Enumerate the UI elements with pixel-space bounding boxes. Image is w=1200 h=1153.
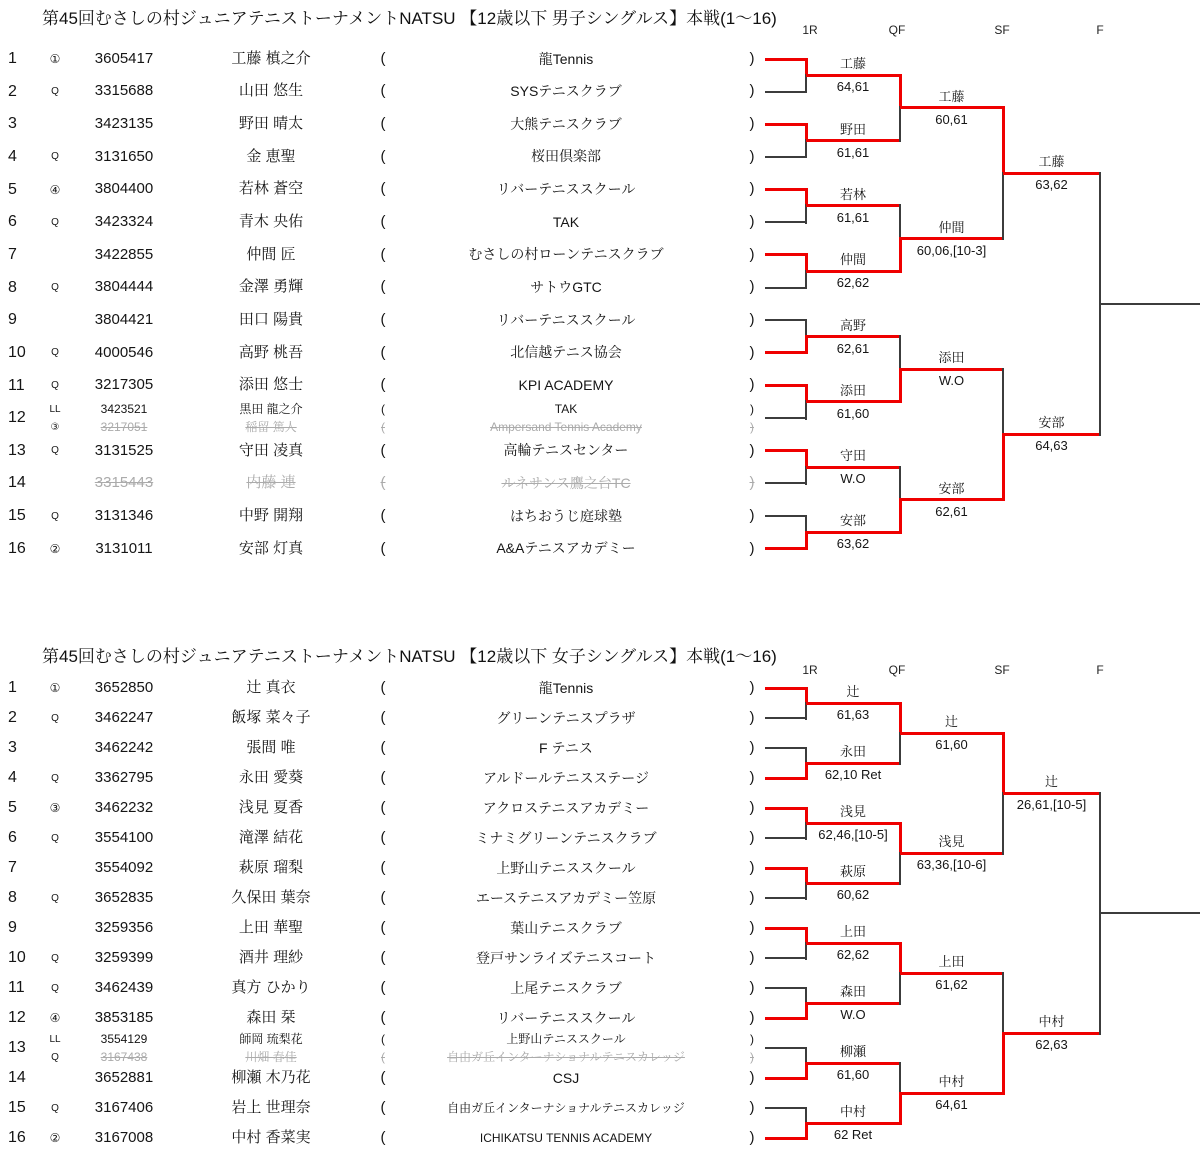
entry-name: 金澤 勇輝	[238, 278, 304, 295]
paren-close: )	[749, 540, 755, 557]
entry-id: 3554129	[100, 1032, 148, 1046]
round-header-1r: 1R	[802, 23, 818, 37]
entry-id: 3423324	[94, 213, 154, 230]
round-header-sf: SF	[994, 23, 1010, 37]
entry-club: むさしの村ローンテニスクラブ	[468, 246, 664, 262]
entry-seed: ②	[49, 542, 61, 556]
paren-close: )	[749, 115, 755, 132]
entry-club: 龍Tennis	[538, 51, 594, 67]
match-score: 64,63	[1035, 438, 1068, 454]
entry-name: 田口 陽貴	[238, 311, 304, 328]
entry-number: 12	[8, 409, 26, 426]
paren-open: (	[380, 799, 386, 816]
tournament-title: 第45回むさしの村ジュニアテニストーナメントNATSU 【12歳以下 男子シングルス】本戦(1～16)	[42, 9, 777, 28]
entry-club: KPI ACADEMY	[518, 377, 614, 393]
entry-name: 添田 悠士	[238, 376, 304, 393]
entry-club: TAK	[554, 402, 578, 416]
match-score: 61,61	[836, 144, 870, 160]
match-winner: 仲間	[938, 219, 965, 235]
paren-open: (	[380, 859, 386, 876]
paren-open: (	[380, 376, 386, 393]
entry-number: 14	[8, 474, 26, 491]
paren-close: )	[749, 679, 755, 696]
paren-close: )	[749, 213, 755, 230]
entry-club: アクロステニスアカデミー	[482, 800, 650, 816]
match-winner: 野田	[839, 121, 866, 137]
paren-close: )	[749, 82, 755, 99]
match-score: W.O	[840, 1007, 866, 1022]
entry-seed: Q	[51, 511, 59, 522]
entry-id: 3554092	[94, 859, 154, 876]
entry-name: 仲間 匠	[246, 246, 296, 263]
paren-open: (	[380, 889, 386, 906]
paren-open: (	[380, 246, 386, 263]
match-score: 63,62	[1035, 177, 1068, 193]
paren-open: (	[380, 213, 386, 230]
entry-name: 工藤 槙之介	[231, 50, 311, 67]
entry-club: 上尾テニスクラブ	[510, 980, 622, 996]
entry-id: 3804400	[94, 180, 154, 197]
entry-id: 3131011	[95, 540, 153, 557]
entry-club: F テニス	[539, 740, 593, 756]
entry-name: 山田 悠生	[238, 82, 304, 99]
entry-number: 5	[8, 181, 17, 198]
paren-close: )	[749, 311, 755, 328]
entry-number: 8	[8, 889, 17, 906]
entry-number: 11	[8, 377, 25, 394]
match-score: 61,63	[836, 707, 870, 722]
paren-open: (	[380, 769, 386, 786]
entry-number: 10	[8, 344, 26, 361]
entry-number: 13	[8, 442, 26, 459]
entry-id: 3315443	[94, 474, 154, 491]
entry-name: 黒田 龍之介	[239, 402, 303, 416]
entry-id: 3259399	[94, 949, 154, 966]
entry-club: リバーテニススクール	[496, 181, 636, 197]
entry-name: 師岡 琉梨花	[239, 1032, 303, 1046]
paren-close: )	[749, 442, 755, 459]
entry-seed: Q	[51, 1052, 59, 1063]
match-score: 62 Ret	[833, 1127, 873, 1142]
paren-close: )	[749, 949, 755, 966]
paren-open: (	[380, 180, 386, 197]
match-score: 64,61	[935, 1097, 968, 1112]
entry-seed: ①	[49, 681, 61, 695]
paren-open: (	[381, 420, 385, 434]
entry-id: 3131525	[94, 442, 154, 459]
entry-club: 上野山テニススクール	[496, 860, 636, 876]
entry-seed: Q	[51, 983, 59, 994]
paren-close: )	[749, 769, 755, 786]
paren-close: )	[750, 402, 754, 416]
entry-number: 2	[8, 709, 17, 726]
entry-club: SYSテニスクラブ	[510, 83, 622, 99]
paren-open: (	[380, 278, 386, 295]
match-score: 61,61	[836, 209, 870, 225]
match-winner: 浅見	[938, 834, 965, 849]
paren-open: (	[381, 1050, 385, 1064]
match-winner: 浅見	[839, 804, 866, 819]
entry-seed: Q	[51, 86, 59, 97]
entry-seed: Q	[51, 893, 59, 904]
paren-open: (	[380, 709, 386, 726]
tournament-title: 第45回むさしの村ジュニアテニストーナメントNATSU 【12歳以下 女子シングルス】本戦(1～16)	[42, 647, 777, 666]
paren-close: )	[749, 859, 755, 876]
match-winner: 高野	[839, 317, 866, 333]
paren-close: )	[750, 1050, 754, 1064]
match-winner: 安部	[1038, 415, 1065, 431]
match-winner: 守田	[839, 448, 866, 464]
paren-close: )	[749, 474, 755, 491]
paren-open: (	[380, 50, 386, 67]
entry-number: 9	[8, 311, 17, 328]
match-score: 62,61	[935, 503, 968, 519]
entry-name: 辻 真衣	[246, 679, 296, 696]
entry-id: 3167406	[94, 1099, 154, 1116]
entry-id: 3804421	[94, 311, 154, 328]
paren-open: (	[380, 311, 386, 328]
entry-name: 中野 開翔	[238, 507, 304, 524]
paren-close: )	[749, 1009, 755, 1026]
match-score: 60,61	[935, 111, 968, 127]
match-winner: 仲間	[839, 252, 866, 268]
entry-club: アルドールテニスステージ	[482, 770, 650, 786]
paren-open: (	[380, 949, 386, 966]
entry-id: 3315688	[94, 82, 154, 99]
entry-number: 16	[8, 1129, 26, 1146]
entry-seed: LL	[49, 404, 61, 415]
match-winner: 添田	[839, 382, 866, 398]
paren-open: (	[380, 829, 386, 846]
entry-name: 金 恵聖	[246, 148, 296, 165]
match-winner: 永田	[839, 744, 866, 759]
paren-open: (	[381, 402, 385, 416]
match-score: 26,61,[10-5]	[1016, 797, 1087, 812]
paren-open: (	[380, 507, 386, 524]
round-header-qf: QF	[888, 23, 906, 37]
paren-open: (	[380, 474, 386, 491]
entry-club: エーステニスアカデミー笠原	[475, 890, 657, 906]
entry-seed: Q	[51, 833, 59, 844]
paren-close: )	[749, 148, 755, 165]
paren-open: (	[380, 1129, 386, 1146]
paren-close: )	[749, 376, 755, 393]
entry-seed: Q	[51, 217, 59, 228]
entry-club: Ampersand Tennis Academy	[490, 420, 642, 434]
paren-open: (	[380, 442, 386, 459]
entry-id: 3167008	[94, 1129, 154, 1146]
entry-number: 1	[8, 679, 17, 696]
entry-name: 若林 蒼空	[238, 180, 304, 197]
entry-number: 7	[8, 246, 17, 263]
entry-number: 8	[8, 279, 17, 296]
match-score: 60,06,[10-3]	[916, 242, 987, 258]
match-winner: 工藤	[839, 56, 866, 72]
match-score: 62,62	[836, 275, 870, 291]
match-score: W.O	[840, 471, 866, 487]
match-winner: 萩原	[839, 864, 866, 879]
entry-number: 5	[8, 799, 17, 816]
entry-seed: Q	[51, 380, 59, 391]
match-winner: 工藤	[1038, 154, 1065, 170]
match-score: 62,10 Ret	[824, 767, 882, 782]
entry-seed: ④	[49, 1011, 61, 1025]
entry-seed: Q	[51, 953, 59, 964]
round-header-1r: 1R	[802, 663, 818, 677]
entry-number: 11	[8, 979, 25, 996]
entry-name: 飯塚 菜々子	[231, 709, 311, 726]
paren-open: (	[380, 344, 386, 361]
round-header-f: F	[1096, 663, 1104, 677]
entry-name: 張間 唯	[246, 739, 296, 756]
entry-club: 桜田倶楽部	[531, 148, 601, 164]
match-winner: 上田	[839, 924, 866, 939]
paren-close: )	[750, 1032, 754, 1046]
entry-number: 14	[8, 1069, 26, 1086]
match-winner: 中村	[938, 1074, 965, 1089]
paren-open: (	[380, 148, 386, 165]
entry-id: 3652835	[94, 889, 154, 906]
entry-name: 滝澤 結花	[238, 829, 304, 846]
match-score: 60,62	[836, 887, 870, 902]
paren-close: )	[749, 829, 755, 846]
entry-name: 森田 栞	[246, 1009, 296, 1026]
entry-id: 3422855	[94, 246, 154, 263]
entry-id: 3462247	[94, 709, 154, 726]
match-score: 61,62	[935, 977, 968, 992]
match-winner: 辻	[846, 684, 860, 699]
entry-seed: ③	[49, 801, 61, 815]
entry-number: 3	[8, 115, 17, 132]
entry-number: 13	[8, 1039, 26, 1056]
match-winner: 添田	[938, 350, 965, 366]
entry-seed: Q	[51, 713, 59, 724]
paren-close: )	[749, 278, 755, 295]
match-winner: 上田	[938, 954, 965, 969]
entry-club: 自由ガ丘インターナショナルテニスカレッジ	[447, 1101, 685, 1115]
entry-club: はちおうじ庭球塾	[510, 508, 622, 524]
entry-id: 3423135	[94, 115, 154, 132]
entry-id: 3554100	[94, 829, 154, 846]
paren-open: (	[380, 739, 386, 756]
match-score: 61,60	[836, 405, 870, 421]
entry-seed: ①	[49, 52, 61, 66]
paren-open: (	[380, 82, 386, 99]
tournament-girls-singles	[0, 630, 1200, 1153]
paren-open: (	[380, 919, 386, 936]
match-score: 62,46,[10-5]	[818, 827, 888, 842]
paren-close: )	[749, 50, 755, 67]
entry-id: 3362795	[94, 769, 154, 786]
entry-number: 6	[8, 829, 17, 846]
entry-number: 7	[8, 859, 17, 876]
entry-club: グリーンテニスプラザ	[496, 710, 636, 726]
paren-close: )	[749, 739, 755, 756]
round-header-qf: QF	[888, 663, 906, 677]
match-score: 62,61	[836, 340, 870, 356]
paren-close: )	[749, 979, 755, 996]
bracket-line	[1100, 303, 1200, 305]
entry-club: 北信越テニス協会	[510, 344, 622, 360]
entry-id: 3131650	[94, 148, 154, 165]
entry-id: 3259356	[94, 919, 154, 936]
entry-seed: Q	[51, 282, 59, 293]
entry-seed: LL	[49, 1034, 61, 1045]
match-winner: 工藤	[938, 88, 965, 104]
entry-name: 稲留 篤人	[245, 420, 297, 434]
match-score: 63,62	[836, 536, 870, 552]
entry-club: 高輪テニスセンター	[503, 442, 629, 458]
paren-close: )	[749, 1069, 755, 1086]
paren-open: (	[380, 979, 386, 996]
paren-close: )	[749, 344, 755, 361]
match-winner: 安部	[839, 513, 866, 529]
entry-name: 永田 愛葵	[238, 769, 304, 786]
entry-seed: Q	[51, 347, 59, 358]
entry-id: 3217305	[94, 376, 154, 393]
entry-club: A&Aテニスアカデミー	[496, 540, 636, 556]
paren-open: (	[380, 679, 386, 696]
entry-name: 内藤 連	[246, 474, 296, 491]
entry-name: 中村 香菜実	[231, 1129, 311, 1146]
paren-close: )	[749, 889, 755, 906]
entry-name: 浅見 夏香	[238, 799, 304, 816]
entry-club: リバーテニススクール	[496, 312, 636, 328]
match-score: 61,60	[935, 737, 968, 752]
entry-number: 10	[8, 949, 26, 966]
entry-club: 大熊テニスクラブ	[510, 116, 622, 132]
paren-open: (	[380, 115, 386, 132]
match-score: 62,62	[836, 947, 870, 962]
entry-name: 岩上 世理奈	[231, 1099, 311, 1116]
entry-number: 9	[8, 919, 17, 936]
entry-seed: ②	[49, 1131, 61, 1145]
entry-club: 葉山テニスクラブ	[510, 920, 622, 936]
entry-club: TAK	[552, 214, 580, 230]
paren-open: (	[380, 1069, 386, 1086]
paren-close: )	[749, 709, 755, 726]
entry-club: 上野山テニススクール	[506, 1032, 626, 1046]
paren-close: )	[749, 507, 755, 524]
entry-number: 4	[8, 148, 17, 165]
match-score: W.O	[938, 373, 965, 389]
entry-id: 4000546	[94, 344, 154, 361]
entry-number: 2	[8, 83, 17, 100]
entry-number: 16	[8, 540, 26, 557]
paren-close: )	[749, 1129, 755, 1146]
entry-seed: ④	[49, 183, 61, 197]
entry-club: CSJ	[552, 1070, 580, 1086]
paren-close: )	[749, 246, 755, 263]
entry-number: 12	[8, 1009, 26, 1026]
entry-club: 自由ガ丘インターナショナルテニスカレッジ	[447, 1050, 685, 1064]
match-score: 62,63	[1035, 1037, 1068, 1052]
entry-id: 3217051	[100, 420, 148, 434]
paren-close: )	[749, 1099, 755, 1116]
paren-close: )	[750, 420, 754, 434]
entry-number: 15	[8, 1099, 26, 1116]
match-score: 64,61	[836, 79, 870, 95]
paren-open: (	[380, 540, 386, 557]
entry-name: 川畑 春佳	[245, 1050, 297, 1064]
entry-club: ミナミグリーンテニスクラブ	[475, 830, 657, 846]
entry-name: 柳瀬 木乃花	[231, 1069, 311, 1086]
bracket-line	[1100, 912, 1200, 914]
entry-id: 3853185	[94, 1009, 154, 1026]
match-winner: 柳瀬	[839, 1044, 866, 1059]
entry-seed: Q	[51, 773, 59, 784]
entry-club: リバーテニススクール	[496, 1010, 636, 1026]
entry-seed: Q	[51, 151, 59, 162]
entry-number: 1	[8, 50, 17, 67]
match-winner: 安部	[938, 480, 965, 496]
entry-id: 3462439	[94, 979, 154, 996]
entry-name: 守田 凌真	[238, 442, 304, 459]
entry-id: 3605417	[94, 50, 154, 67]
entry-name: 萩原 瑠梨	[238, 859, 304, 876]
entry-name: 上田 華聖	[238, 919, 304, 936]
entry-name: 真方 ひかり	[231, 979, 311, 996]
entry-number: 3	[8, 739, 17, 756]
entry-id: 3131346	[94, 507, 154, 524]
match-winner: 中村	[839, 1104, 866, 1119]
paren-open: (	[380, 1009, 386, 1026]
entry-number: 6	[8, 213, 17, 230]
entry-name: 酒井 理紗	[238, 949, 304, 966]
entry-id: 3652881	[94, 1069, 154, 1086]
entry-id: 3462242	[94, 739, 154, 756]
entry-id: 3423521	[100, 402, 148, 416]
entry-id: 3462232	[94, 799, 154, 816]
entry-id: 3652850	[94, 679, 154, 696]
entry-number: 4	[8, 769, 17, 786]
paren-close: )	[749, 799, 755, 816]
entry-name: 高野 桃吾	[238, 344, 304, 361]
entry-club: 登戸サンライズテニスコート	[476, 950, 656, 966]
entry-club: サトウGTC	[530, 279, 602, 295]
entry-name: 青木 央佑	[238, 213, 304, 230]
entry-id: 3804444	[94, 278, 154, 295]
entry-seed: ③	[50, 422, 60, 433]
entry-number: 15	[8, 507, 26, 524]
entry-club: ルネサンス鷹之台TC	[501, 475, 631, 491]
entry-id: 3167438	[100, 1050, 148, 1064]
match-winner: 辻	[1044, 774, 1058, 789]
match-winner: 若林	[839, 186, 866, 202]
match-score: 61,60	[836, 1067, 870, 1082]
entry-seed: Q	[51, 445, 59, 456]
match-winner: 森田	[839, 984, 866, 999]
match-winner: 中村	[1038, 1014, 1065, 1029]
entry-seed: Q	[51, 1103, 59, 1114]
entry-name: 安部 灯真	[238, 540, 304, 557]
round-header-sf: SF	[994, 663, 1010, 677]
entry-club: ICHIKATSU TENNIS ACADEMY	[479, 1131, 653, 1145]
entry-name: 野田 晴太	[238, 115, 304, 132]
paren-close: )	[749, 180, 755, 197]
entry-club: 龍Tennis	[538, 680, 594, 696]
entry-name: 久保田 葉奈	[231, 889, 311, 906]
match-winner: 辻	[944, 714, 958, 729]
paren-open: (	[380, 1099, 386, 1116]
round-header-f: F	[1096, 23, 1104, 37]
paren-close: )	[749, 919, 755, 936]
match-score: 63,36,[10-6]	[916, 857, 987, 872]
paren-open: (	[381, 1032, 385, 1046]
